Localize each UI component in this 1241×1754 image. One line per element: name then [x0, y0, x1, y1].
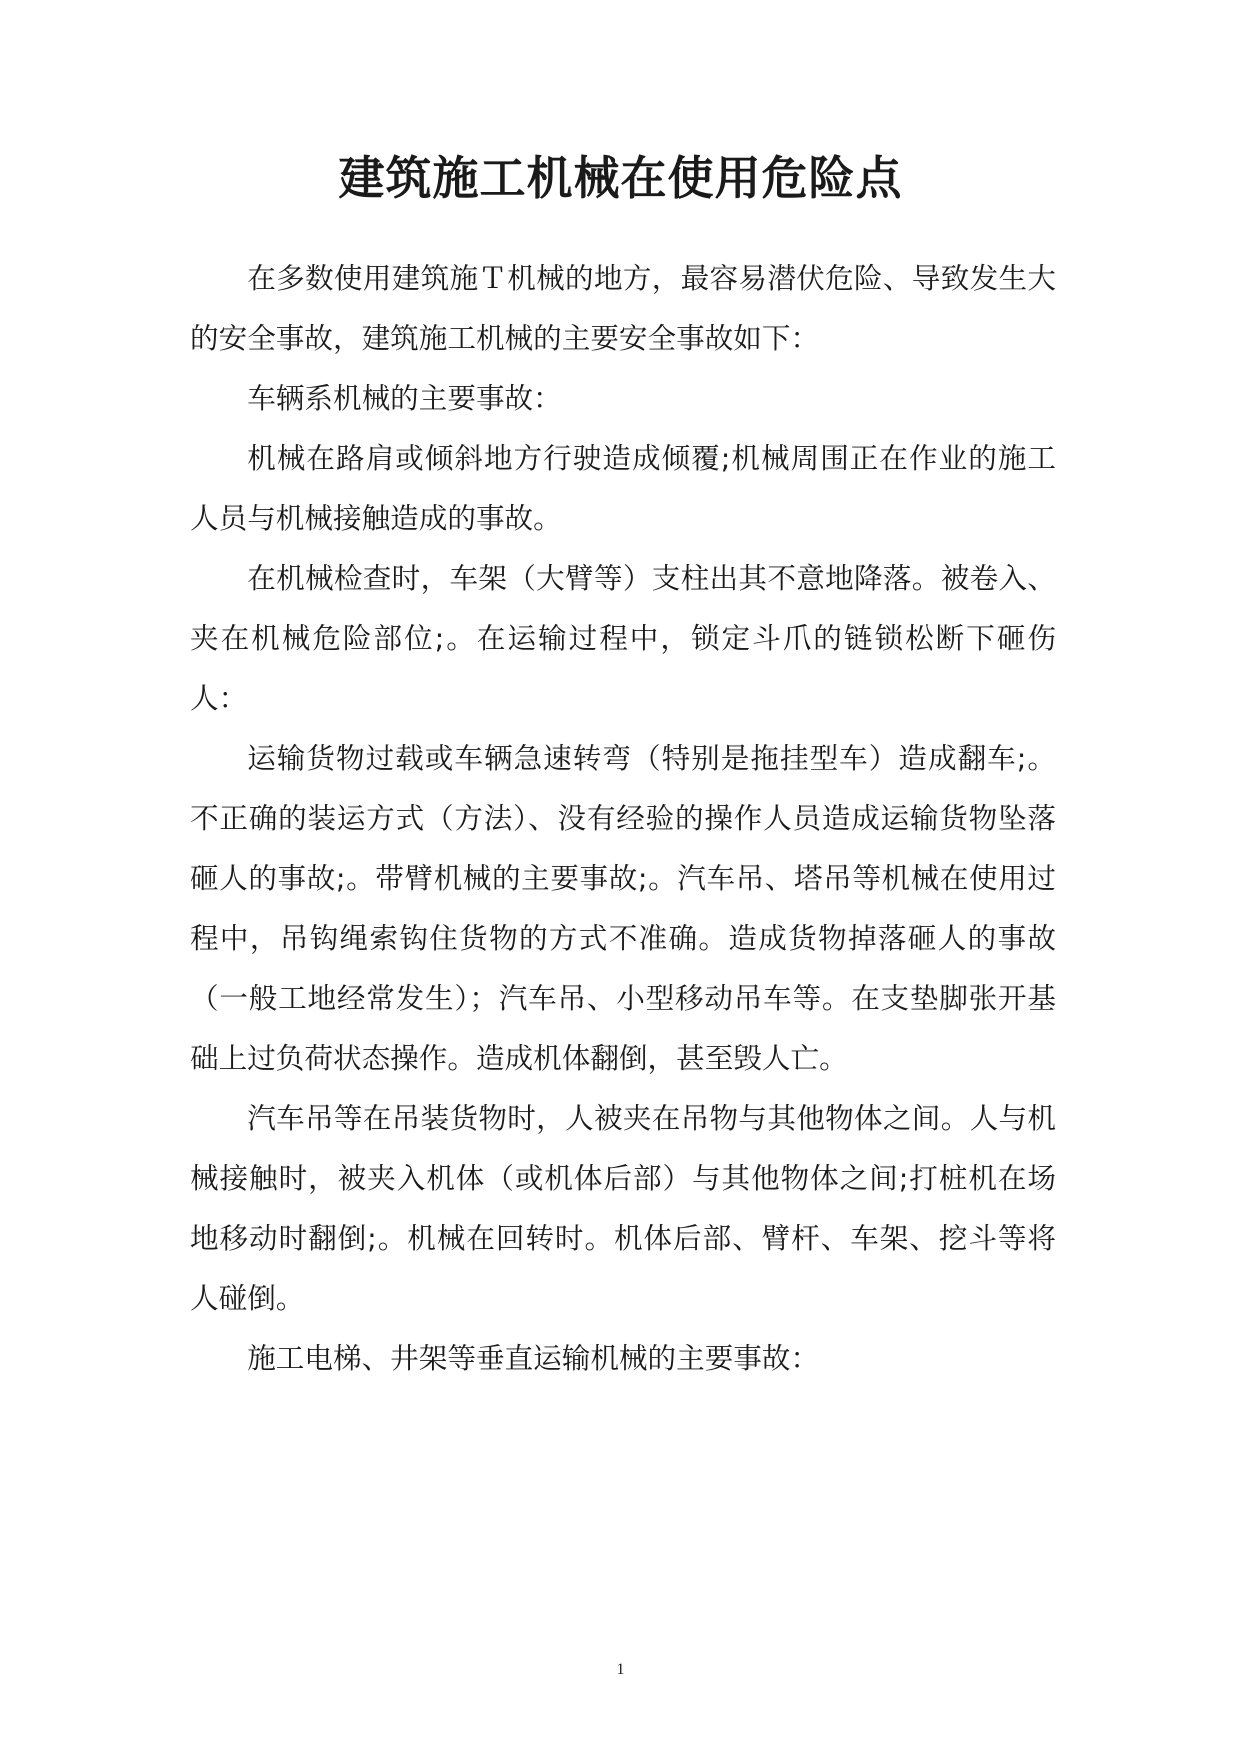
paragraph: 机械在路肩或倾斜地方行驶造成倾覆;机械周围正在作业的施工人员与机械接触造成的事故。: [190, 441, 1056, 535]
paragraph: 运输货物过载或车辆急速转弯（特别是拖挂型车）造成翻车;。不正确的装运方式（方法）、没有经验的操作人员造成运输货物坠落砸人的事故;。带臂机械的主要事故;。汽车吊、塔吊等机械在使用过程中，吊钩绳索钩住货物的方式不准确。造成货物掉落砸人的事故（一般工地经常发生）；汽车吊、小型移动吊车等。在支垫脚张开基础上过负荷状态操作。造成机体翻倒，甚至毁人亡。: [190, 741, 1056, 1075]
paragraph: 汽车吊等在吊装货物时，人被夹在吊物与其他物体之间。人与机械接触时，被夹入机体（或机体后部）与其他物体之间;打桩机在场地移动时翻倒;。机械在回转时。机体后部、臂杆、车架、挖斗等将人碰倒。: [190, 1101, 1056, 1315]
paragraph: 在多数使用建筑施Ｔ机械的地方，最容易潜伏危险、导致发生大的安全事故，建筑施工机械的主要安全事故如下：: [190, 261, 1056, 355]
document-title: 建筑施工机械在使用危险点: [338, 151, 903, 205]
document-body: [190, 248, 1056, 1388]
paragraph: 在机械检查时，车架（大臂等）支柱出其不意地降落。被卷入、夹在机械危险部位;。在运输过程中，锁定斗爪的链锁松断下砸伤人：: [190, 561, 1056, 715]
paragraph: 施工电梯、井架等垂直运输机械的主要事故：: [247, 1341, 820, 1375]
paragraph: 车辆系机械的主要事故：: [247, 381, 562, 415]
page-number: 1: [616, 1661, 625, 1678]
